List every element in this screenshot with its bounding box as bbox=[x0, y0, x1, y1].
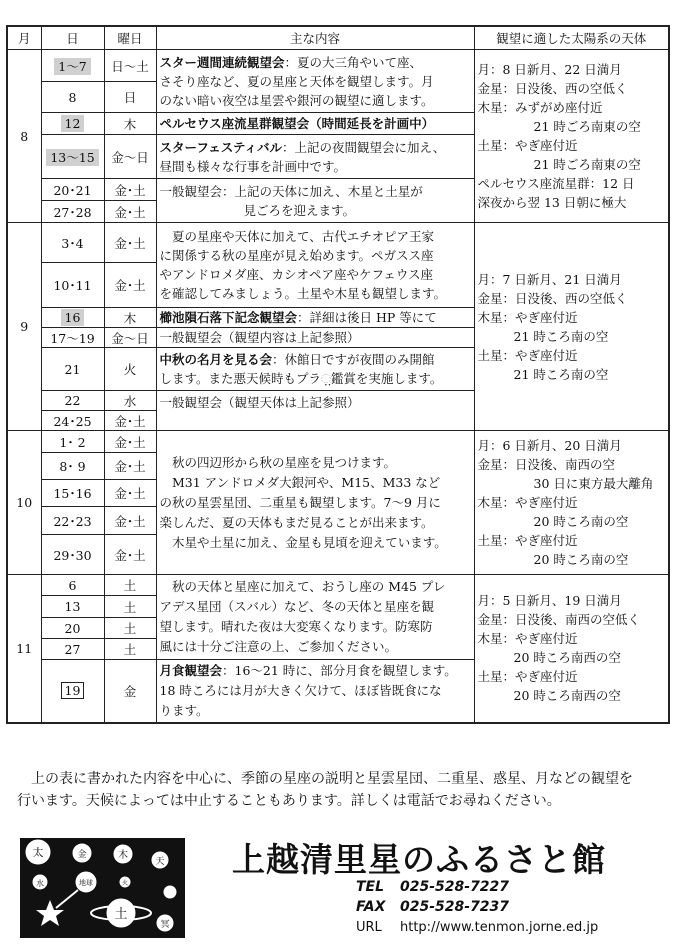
content-cell: 中秋の名月を見る会：休館日ですが夜間のみ開館 します。また悪天候時もプラ಼鑑賞を実施します。 bbox=[156, 348, 474, 391]
day-cell: 10･11 bbox=[41, 263, 104, 308]
event-schedule-table bbox=[6, 25, 670, 724]
content-cell: スター週間連続観望会：夏の大三角やいて座、 さそり座など、夏の星座と天体を観望します。月 のない暗い夜空は星雲や銀河の観望に適します。 bbox=[156, 50, 474, 113]
content-cell: ペルセウス座流星群観望会（時間延長を計画中） bbox=[156, 113, 474, 135]
weekday-cell: 金･土 bbox=[104, 179, 156, 201]
fax-line: FAX 025-528-7237 bbox=[356, 899, 510, 915]
weekday-cell: 水 bbox=[104, 391, 156, 411]
day-cell: 8･ 9 bbox=[41, 453, 104, 480]
day-cell: 15･16 bbox=[41, 480, 104, 507]
svg-text:木: 木 bbox=[118, 850, 128, 861]
weekday-cell: 火 bbox=[104, 348, 156, 391]
day-cell: 1〜7 bbox=[41, 50, 104, 82]
content-cell: 月食観望会：16〜21 時に、部分月食を観望します。 18 時ころには月が大きく欠けて、ほぼ皆既食にな ります。 bbox=[156, 660, 474, 723]
weekday-cell: 土 bbox=[104, 596, 156, 618]
day-cell: 13〜15 bbox=[41, 135, 104, 179]
weekday-cell: 日 bbox=[104, 82, 156, 113]
weekday-cell: 木 bbox=[104, 113, 156, 135]
weekday-cell: 土 bbox=[104, 618, 156, 639]
day-cell: 27･28 bbox=[41, 201, 104, 223]
day-cell: 21 bbox=[41, 348, 104, 391]
objects-cell: 月：7 日新月、21 日満月 金星：日没後、西の空低く 木星：やぎ座付近 21 時ころ南の空 土星：やぎ座付近 21 時ころ南の空 bbox=[474, 223, 669, 431]
header-month: 月 bbox=[7, 26, 41, 50]
weekday-cell: 金･土 bbox=[104, 263, 156, 308]
day-cell: 8 bbox=[41, 82, 104, 113]
day-cell: 20･21 bbox=[41, 179, 104, 201]
svg-text:火: 火 bbox=[121, 880, 129, 887]
url-line: URL http://www.tenmon.jorne.ed.jp bbox=[356, 920, 599, 935]
weekday-cell: 木 bbox=[104, 308, 156, 328]
website-link[interactable]: http://www.tenmon.jorne.ed.jp bbox=[400, 920, 599, 935]
weekday-cell: 金･土 bbox=[104, 223, 156, 263]
svg-text:水: 水 bbox=[36, 879, 44, 888]
weekday-cell: 土 bbox=[104, 639, 156, 660]
weekday-cell: 土 bbox=[104, 575, 156, 596]
objects-cell: 月：5 日新月、19 日満月 金星：日没後、南西の空低く 木星：やぎ座付近 20 時ころ南西の空 土星：やぎ座付近 20 時ころ南西の空 bbox=[474, 575, 669, 723]
month-cell: 8 bbox=[7, 50, 41, 223]
header-row bbox=[7, 26, 669, 50]
weekday-cell: 金〜日 bbox=[104, 135, 156, 179]
content-cell: 櫛池隕石落下記念観望会：詳細は後日 HP 等にて bbox=[156, 308, 474, 328]
day-cell: 3･4 bbox=[41, 223, 104, 263]
weekday-cell: 金 bbox=[104, 660, 156, 723]
month-cell: 10 bbox=[7, 431, 41, 575]
content-cell: 秋の四辺形から秋の星座を見つけます。 M31 アンドロメダ大銀河や、M15、M33 など の秋の星雲星団、二重星も観望します。7〜9 月に 楽しんだ、夏の天体もまだ見ることが出来ます。 木星や土星に加え、金星も見頃を迎えています。 bbox=[156, 431, 474, 575]
tel-number: 025-528-7227 bbox=[400, 879, 510, 895]
weekday-cell: 金･土 bbox=[104, 453, 156, 480]
notice-text: 上の表に書かれた内容を中心に、季節の星座の説明と星雲星団、二重星、惑星、月などの観望を 行います。天候によっては中止することもあります。詳しくは電話でお尋ねください。 bbox=[17, 771, 633, 809]
month-cell: 9 bbox=[7, 223, 41, 431]
weekday-cell: 金･土 bbox=[104, 535, 156, 575]
svg-text:土: 土 bbox=[114, 907, 128, 922]
svg-text:天: 天 bbox=[155, 857, 165, 867]
day-cell: 24･25 bbox=[41, 411, 104, 431]
weekday-cell: 金〜日 bbox=[104, 328, 156, 348]
weekday-cell: 金･土 bbox=[104, 201, 156, 223]
day-cell: 20 bbox=[41, 618, 104, 639]
header-day: 日 bbox=[41, 26, 104, 50]
month-cell: 11 bbox=[7, 575, 41, 723]
weekday-cell: 金･土 bbox=[104, 431, 156, 453]
weekday-cell: 金･土 bbox=[104, 507, 156, 535]
objects-cell: 月：6 日新月、20 日満月 金星：日没後、南西の空 30 日に東方最大離角 木星：やぎ座付近 20 時ころ南の空 土星：やぎ座付近 20 時ころ南の空 bbox=[474, 431, 669, 575]
day-cell: 1･ 2 bbox=[41, 431, 104, 453]
svg-text:太: 太 bbox=[32, 846, 44, 859]
fax-number: 025-528-7237 bbox=[400, 899, 510, 915]
planet-logo bbox=[20, 838, 185, 938]
objects-cell: 月：8 日新月、22 日満月 金星：日没後、西の空低く 木星：みずがめ座付近 21 時ごろ南東の空 土星：やぎ座付近 21 時ごろ南東の空 ペルセウス座流星群：12 日 深夜から翌 13 日朝に極大 bbox=[474, 50, 669, 223]
day-cell: 27 bbox=[41, 639, 104, 660]
day-cell: 22 bbox=[41, 391, 104, 411]
weekday-cell: 金･土 bbox=[104, 480, 156, 507]
header-content: 主な内容 bbox=[156, 26, 474, 50]
weekday-cell: 日〜土 bbox=[104, 50, 156, 82]
content-cell: 夏の星座や天体に加えて、古代エチオピア王家 に関係する秋の星座が見え始めます。ペガスス座 やアンドロメダ座、カシオペア座やケフェウス座 を確認してみましょう。土星や木星も観望します。 bbox=[156, 223, 474, 308]
header-objects: 観望に適した太陽系の天体 bbox=[474, 26, 669, 50]
day-cell: 12 bbox=[41, 113, 104, 135]
tel-line: TEL 025-528-7227 bbox=[356, 879, 510, 895]
content-cell: 一般観望会（観望天体は上記参照） bbox=[156, 391, 474, 431]
day-cell: 19 bbox=[41, 660, 104, 723]
day-cell: 17〜19 bbox=[41, 328, 104, 348]
day-cell: 22･23 bbox=[41, 507, 104, 535]
facility-title: 上越清里星のふるさと館 bbox=[232, 840, 606, 879]
svg-text:金: 金 bbox=[77, 850, 87, 860]
content-cell: 秋の天体と星座に加えて、おうし座の M45 プレ アデス星団（スバル）など、冬の天体と星座を観 望します。晴れた夜は大変寒くなります。防寒防 風には十分ご注意の上、ご参加ください。 bbox=[156, 575, 474, 660]
content-cell: 一般観望会：上記の天体に加え、木星と土星が 見ごろを迎えます。 bbox=[156, 179, 474, 223]
content-cell: スターフェスティバル：上記の夜間観望会に加え、 昼間も様々な行事を計画中です。 bbox=[156, 135, 474, 179]
svg-text:地球: 地球 bbox=[79, 879, 93, 887]
day-cell: 6 bbox=[41, 575, 104, 596]
weekday-cell: 金･土 bbox=[104, 411, 156, 431]
header-weekday: 曜日 bbox=[104, 26, 156, 50]
day-cell: 29･30 bbox=[41, 535, 104, 575]
day-cell: 13 bbox=[41, 596, 104, 618]
day-cell: 16 bbox=[41, 308, 104, 328]
content-cell: 一般観望会（観望内容は上記参照） bbox=[156, 328, 474, 348]
svg-text:冥: 冥 bbox=[160, 920, 170, 930]
